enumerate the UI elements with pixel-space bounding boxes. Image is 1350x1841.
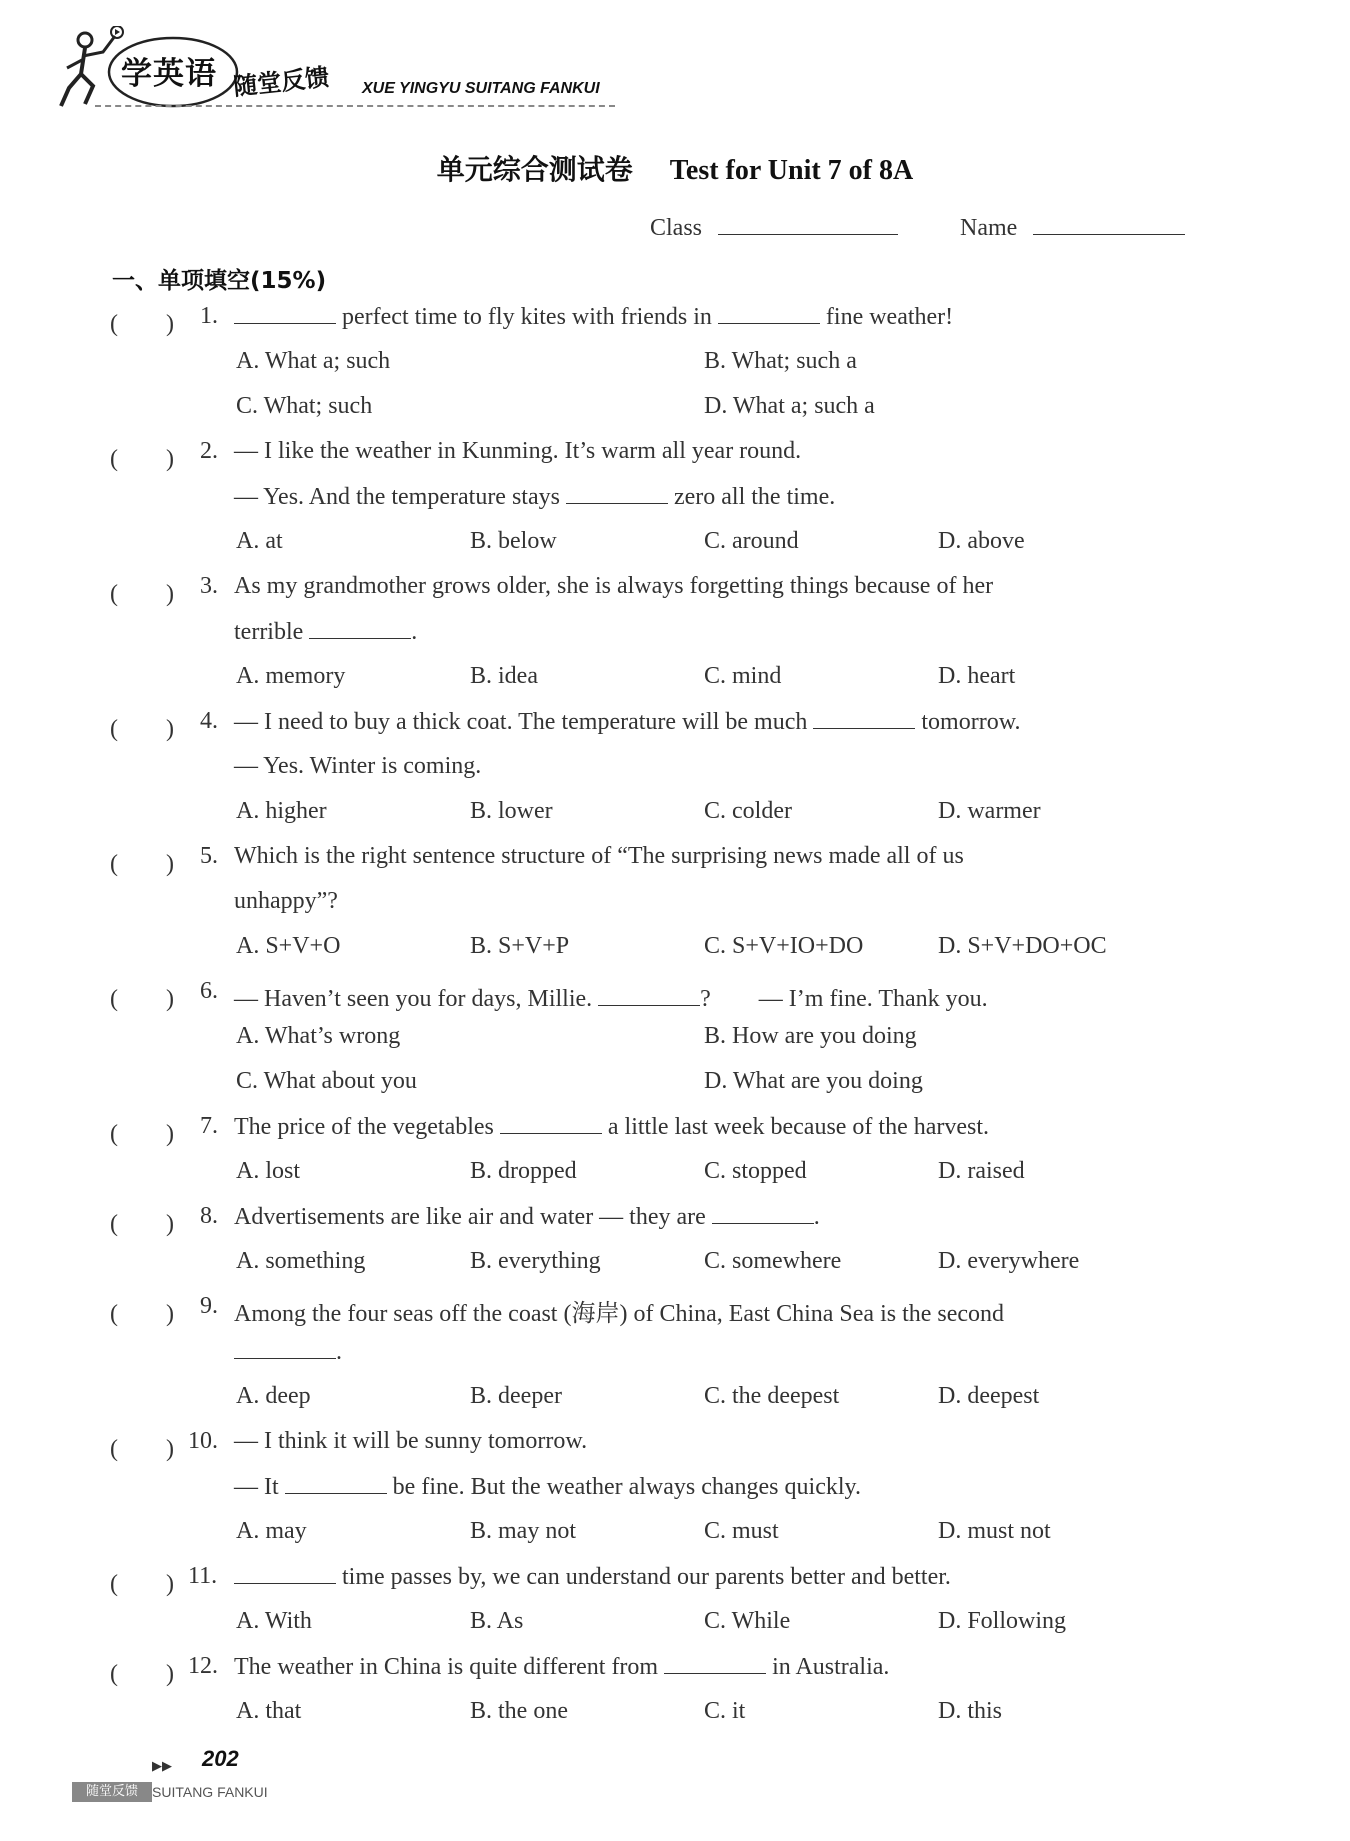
question-text: Which is the right sentence structure of “The surprising news made all of us xyxy=(234,843,964,869)
answer-blank[interactable] xyxy=(500,1113,602,1134)
question-number: 4. xyxy=(200,708,218,734)
answer-option[interactable]: C. somewhere xyxy=(704,1248,842,1274)
answer-blank[interactable] xyxy=(813,708,915,729)
answer-option[interactable]: D. deepest xyxy=(938,1383,1040,1409)
answer-option[interactable]: B. lower xyxy=(470,798,553,824)
answer-parenthesis[interactable]: ( ) xyxy=(110,1301,174,1327)
answer-option[interactable]: A. that xyxy=(236,1698,302,1724)
question-text: The price of the vegetables a little last week because of the harvest. xyxy=(234,1114,990,1140)
answer-option[interactable]: A. lost xyxy=(236,1158,301,1184)
answer-option[interactable]: C. S+V+IO+DO xyxy=(704,933,864,959)
answer-option[interactable]: B. How are you doing xyxy=(704,1023,917,1049)
answer-option[interactable]: B. idea xyxy=(470,663,538,689)
answer-blank[interactable] xyxy=(598,985,700,1006)
answer-option[interactable]: D. S+V+DO+OC xyxy=(938,933,1107,959)
answer-option[interactable]: C. must xyxy=(704,1518,779,1544)
answer-option[interactable]: B. dropped xyxy=(470,1158,577,1184)
answer-blank[interactable] xyxy=(566,483,668,504)
answer-option[interactable]: C. the deepest xyxy=(704,1383,840,1409)
answer-option[interactable]: A. S+V+O xyxy=(236,933,341,959)
answer-option[interactable]: A. deep xyxy=(236,1383,311,1409)
answer-option[interactable]: A. What’s wrong xyxy=(236,1023,401,1049)
answer-option[interactable]: D. everywhere xyxy=(938,1248,1080,1274)
section-heading: 一、单项填空(15%) xyxy=(112,268,327,294)
answer-option[interactable]: D. Following xyxy=(938,1608,1067,1634)
question-number: 2. xyxy=(200,438,218,464)
answer-option[interactable]: D. above xyxy=(938,528,1025,554)
answer-option[interactable]: D. warmer xyxy=(938,798,1041,824)
question-text: perfect time to fly kites with friends in fine weather! xyxy=(234,303,953,331)
answer-parenthesis[interactable]: ( ) xyxy=(110,851,174,877)
question-number: 7. xyxy=(200,1113,218,1139)
footer-label-box: 随堂反馈 xyxy=(72,1782,152,1802)
answer-option[interactable]: B. S+V+P xyxy=(470,933,570,959)
logo-chinese-subtitle: 随堂反馈 xyxy=(232,63,331,101)
name-blank[interactable] xyxy=(1033,234,1185,235)
question-number: 5. xyxy=(200,843,218,869)
answer-parenthesis[interactable]: ( ) xyxy=(110,1661,174,1687)
answer-parenthesis[interactable]: ( ) xyxy=(110,581,174,607)
answer-option[interactable]: B. What; such a xyxy=(704,348,857,374)
answer-option[interactable]: A. may xyxy=(236,1518,307,1544)
header-dashed-line xyxy=(95,105,615,107)
answer-option[interactable]: C. mind xyxy=(704,663,782,689)
answer-option[interactable]: A. With xyxy=(236,1608,312,1634)
answer-option[interactable]: D. What are you doing xyxy=(704,1068,923,1094)
class-label: Class xyxy=(650,215,703,241)
answer-option[interactable]: B. the one xyxy=(470,1698,568,1724)
title-english: Test for Unit 7 of 8A xyxy=(669,155,914,186)
answer-option[interactable]: D. must not xyxy=(938,1518,1051,1544)
question-text: terrible . xyxy=(234,619,418,645)
answer-parenthesis[interactable]: ( ) xyxy=(110,986,174,1012)
answer-blank[interactable] xyxy=(664,1653,766,1674)
answer-option[interactable]: A. memory xyxy=(236,663,346,689)
answer-option[interactable]: D. this xyxy=(938,1698,1003,1724)
answer-option[interactable]: D. heart xyxy=(938,663,1016,689)
answer-parenthesis[interactable]: ( ) xyxy=(110,1571,174,1597)
question-number: 11. xyxy=(188,1563,218,1589)
question-text: . xyxy=(234,1338,342,1366)
answer-blank[interactable] xyxy=(285,1473,387,1494)
question-text: unhappy”? xyxy=(234,888,338,914)
answer-option[interactable]: A. higher xyxy=(236,798,327,824)
answer-parenthesis[interactable]: ( ) xyxy=(110,716,174,742)
question-number: 9. xyxy=(200,1293,218,1319)
answer-option[interactable]: D. raised xyxy=(938,1158,1025,1184)
footer-label-english: SUITANG FANKUI xyxy=(152,1784,268,1800)
answer-option[interactable]: A. something xyxy=(236,1248,366,1274)
answer-option[interactable]: C. colder xyxy=(704,798,792,824)
question-number: 10. xyxy=(188,1428,218,1454)
answer-option[interactable]: A. What a; such xyxy=(236,348,391,374)
answer-option[interactable]: B. deeper xyxy=(470,1383,562,1409)
logo-chinese-title: 学英语 xyxy=(121,56,217,92)
answer-blank[interactable] xyxy=(234,303,336,324)
answer-option[interactable]: C. What about you xyxy=(236,1068,417,1094)
question-text: — I like the weather in Kunming. It’s warm all year round. xyxy=(234,438,802,464)
footer-arrow-icon: ▶▶ xyxy=(152,1758,172,1773)
question-text: — Haven’t seen you for days, Millie. ? — I’m fine. Thank you. xyxy=(234,986,988,1012)
question-number: 8. xyxy=(200,1203,218,1229)
question-text: — It be fine. But the weather always changes quickly. xyxy=(234,1474,861,1500)
page-number: 202 xyxy=(202,1746,239,1771)
header-logo xyxy=(55,22,635,122)
question-number: 12. xyxy=(188,1653,218,1679)
question-text: Advertisements are like air and water — they are . xyxy=(234,1204,820,1230)
question-text: The weather in China is quite different from in Australia. xyxy=(234,1654,890,1680)
question-text: — Yes. Winter is coming. xyxy=(234,753,482,779)
question-text: — Yes. And the temperature stays zero all the time. xyxy=(234,484,836,510)
answer-blank[interactable] xyxy=(712,1203,814,1224)
name-label: Name xyxy=(960,215,1018,241)
question-text: — I think it will be sunny tomorrow. xyxy=(234,1428,588,1454)
class-blank[interactable] xyxy=(718,234,898,235)
question-number: 1. xyxy=(200,303,218,329)
answer-parenthesis[interactable]: ( ) xyxy=(110,1121,174,1147)
answer-option[interactable]: B. below xyxy=(470,528,557,554)
answer-option[interactable]: D. What a; such a xyxy=(704,393,875,419)
title-chinese: 单元综合测试卷 xyxy=(436,153,633,186)
page-title xyxy=(0,148,1350,188)
answer-option[interactable]: A. at xyxy=(236,528,283,554)
class-name-fields xyxy=(650,215,1185,242)
answer-parenthesis[interactable]: ( ) xyxy=(110,1436,174,1462)
answer-option[interactable]: C. it xyxy=(704,1698,746,1724)
answer-parenthesis[interactable]: ( ) xyxy=(110,446,174,472)
question-text: — I need to buy a thick coat. The temperature will be much tomorrow. xyxy=(234,709,1021,735)
answer-parenthesis[interactable]: ( ) xyxy=(110,311,174,337)
question-number: 6. xyxy=(200,978,218,1004)
logo-english-subtitle: XUE YINGYU SUITANG FANKUI xyxy=(362,80,600,97)
answer-blank[interactable] xyxy=(718,303,820,324)
question-text: As my grandmother grows older, she is always forgetting things because of her xyxy=(234,573,994,599)
answer-blank[interactable] xyxy=(309,618,411,639)
answer-option[interactable]: B. may not xyxy=(470,1518,576,1544)
answer-option[interactable]: C. stopped xyxy=(704,1158,807,1184)
answer-parenthesis[interactable]: ( ) xyxy=(110,1211,174,1237)
answer-option[interactable]: C. What; such xyxy=(236,393,373,419)
answer-option[interactable]: C. around xyxy=(704,528,799,554)
answer-blank[interactable] xyxy=(234,1563,336,1584)
answer-option[interactable]: C. While xyxy=(704,1608,791,1634)
answer-option[interactable]: B. everything xyxy=(470,1248,601,1274)
answer-option[interactable]: B. As xyxy=(470,1608,524,1634)
question-text: time passes by, we can understand our parents better and better. xyxy=(234,1563,951,1591)
question-number: 3. xyxy=(200,573,218,599)
answer-blank[interactable] xyxy=(234,1338,336,1359)
question-text: Among the four seas off the coast (海岸) of China, East China Sea is the second xyxy=(234,1301,1005,1327)
